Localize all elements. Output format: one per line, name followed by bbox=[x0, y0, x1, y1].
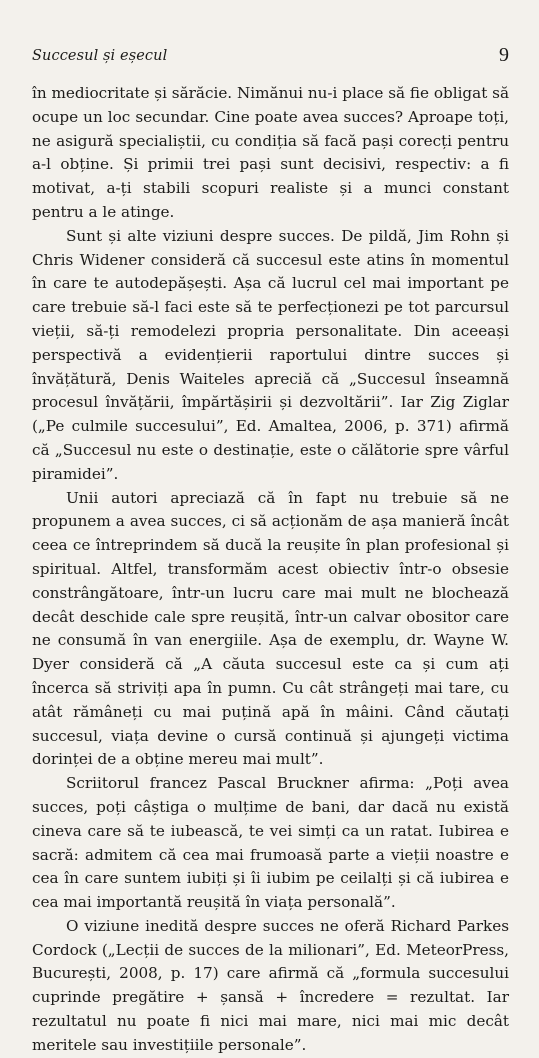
paragraph: în mediocritate și sărăcie. Nimănui nu-i place să fie obligat să ocupe un loc secundar. Cine poate avea succes? Aproape toți, ne asigură specialiștii, cu condiția să facă pași corecți pentru a-l obține. Și primii trei pași sunt decisivi, respectiv: a fi motivat, a-ți stabili scopuri realiste și a munci constant pentru a le atinge. bbox=[32, 84, 509, 221]
paragraph: Sunt și alte viziuni despre succes. De pildă, Jim Rohn și Chris Widener consideră că succesul este atins în momentul în care te autodepășești. Așa că lucrul cel mai important pe care trebuie să-l faci este să te perfecționezi pe tot parcursul vieții, să-ți remodelezi propria personalitate. Din aceeași perspectivă a evidențierii raportului dintre succes și învățătură, Denis Waiteles apreciă că „Succesul înseamnă procesul învățării, împărtășirii și dezvoltării”. Iar Zig Ziglar („Pe culmile succesului”, Ed. Amaltea, 2006, p. 371) afirmă că „Succesul nu este o destinație, este o călătorie spre vârful piramidei”. bbox=[32, 226, 509, 483]
body-text bbox=[32, 82, 509, 1058]
chapter-title: Succesul și eșecul bbox=[32, 48, 168, 64]
page-number: 9 bbox=[499, 44, 509, 66]
paragraph: Scriitorul francez Pascal Bruckner afirma: „Poți avea succes, poți câștiga o mulțime de bani, dar dacă nu există cineva care să te iubească, te vei simți ca un ratat. Iubirea e sacră: admitem că cea mai frumoasă parte a vieții noastre e cea în care suntem iubiți și îi iubim pe ceilalți și că iubirea e cea mai importantă reușită în viața personală”. bbox=[32, 774, 509, 912]
paragraph: O viziune inedită despre succes ne oferă Richard Parkes Cordock („Lecții de succes de la milionari”, Ed. MeteorPress, București, 2008, p. 17) care afirmă că „formula succesului cuprinde pregătire + șansă + încredere = rezultat. Iar rezultatul nu poate fi nici mai mare, nici mai mic decât meritele sau investițiile personale”. bbox=[32, 916, 509, 1054]
running-header bbox=[32, 44, 509, 70]
paragraph: Unii autori apreciază că în fapt nu trebuie să ne propunem a avea succes, ci să acționăm de așa manieră încât ceea ce întreprindem să ducă la reușite în plan profesional și spiritual. Altfel, transformăm acest obiectiv într-o obsesie constrângătoare, într-un lucru care mai mult ne blochează decât deschide cale spre reușită, într-un calvar obositor care ne consumă în van energiile. Așa de exemplu, dr. Wayne W. Dyer consideră că „A căuta succesul este ca și cum ați încerca să striviți apa în pumn. Cu cât strângeți mai tare, cu atât rămâneți cu mai puțină apă în mâini. Când căutați succesul, viața devine o cursă continuă și ajungeți victima dorinței de a obține mereu mai mult”. bbox=[32, 488, 509, 769]
